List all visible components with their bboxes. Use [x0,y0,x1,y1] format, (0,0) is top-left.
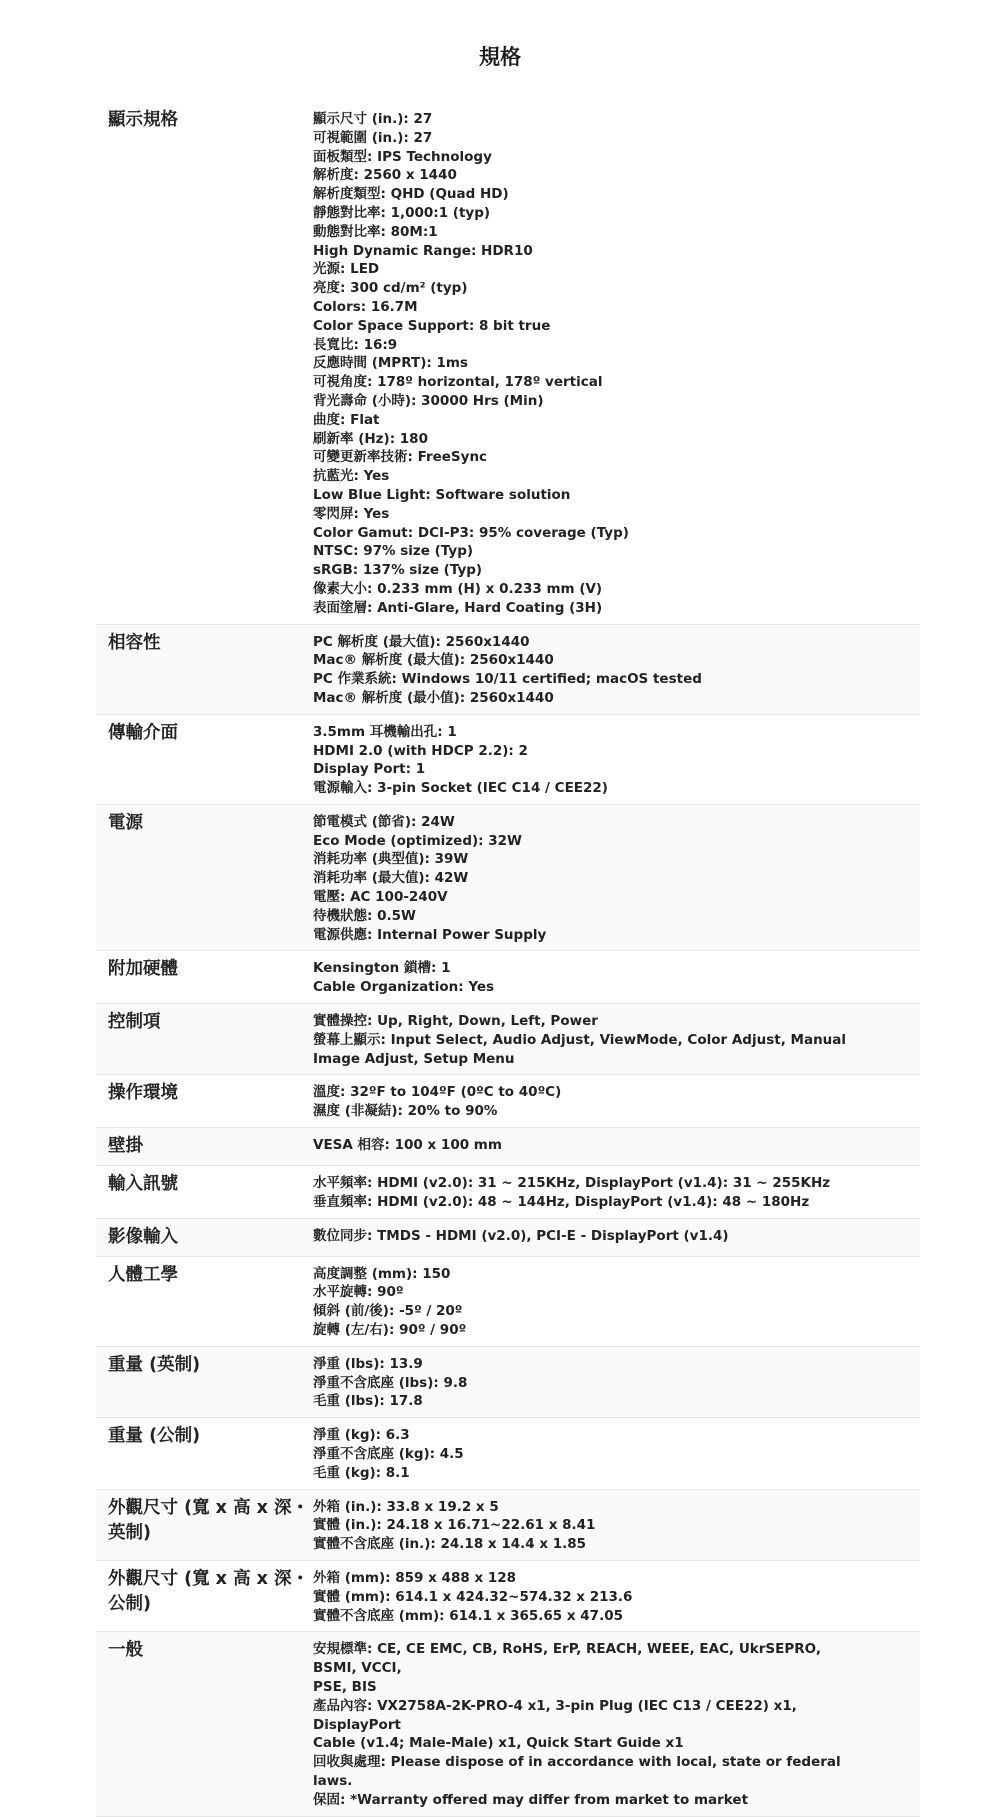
spec-section-label: 壁掛 [108,1136,143,1157]
spec-line: 淨重 (lbs): 13.9 [313,1355,423,1372]
spec-section-values [313,1168,920,1212]
spec-line: 外箱 (mm): 859 x 488 x 128 [313,1570,517,1586]
spec-line: 曲度: Flat [313,411,380,428]
spec-section-values [313,1130,920,1159]
spec-line: 電源供應: Internal Power Supply [313,926,547,943]
spec-section-label: 控制項 [108,1012,161,1033]
spec-section-values [313,953,920,997]
spec-section [96,1418,920,1489]
spec-line: 3.5mm 耳機輸出孔: 1 [313,723,457,740]
spec-line: Cable Organization: Yes [313,979,495,996]
spec-section-values [313,1259,920,1340]
spec-line: 可視範圍 (in.): 27 [313,129,433,146]
spec-line: 實體不含底座 (mm): 614.1 x 365.65 x 47.05 [313,1607,623,1624]
spec-section-label: 傳輸介面 [108,722,178,743]
spec-line: 實體操控: Up, Right, Down, Left, Power [313,1013,598,1030]
spec-line: 溫度: 32ºF to 104ºF (0ºC to 40ºC) [313,1084,562,1101]
spec-section [96,1632,920,1816]
spec-section-label: 一般 [108,1640,143,1661]
spec-line: 可視角度: 178º horizontal, 178º vertical [313,374,603,391]
spec-line: 實體不含底座 (in.): 24.18 x 14.4 x 1.85 [313,1536,587,1553]
spec-section-values [313,1420,920,1482]
spec-section-label: 影像輸入 [108,1226,178,1247]
spec-line: 面板類型: IPS Technology [313,148,492,165]
spec-line: PC 解析度 (最大值): 2560x1440 [313,633,530,650]
spec-line: 濕度 (非凝結): 20% to 90% [313,1103,498,1120]
spec-section-label: 附加硬體 [108,959,178,980]
spec-line: 螢幕上顯示: Input Select, Audio Adjust, ViewMode, Color Adjust, Manual [313,1031,847,1048]
spec-line: 動態對比率: 80M:1 [313,223,438,240]
spec-section-label: 電源 [108,812,143,833]
spec-line: Eco Mode (optimized): 32W [313,832,522,849]
spec-line: 產品內容: VX2758A-2K-PRO-4 x1, 3-pin Plug (IEC C13 / CEE22) x1, DisplayPort [313,1697,797,1733]
spec-line: 回收與處理: Please dispose of in accordance with local, state or federal laws. [313,1754,841,1789]
spec-line: Colors: 16.7M [313,298,418,315]
spec-section [96,1219,920,1257]
spec-line: 淨重 (kg): 6.3 [313,1427,410,1444]
spec-table [96,104,920,1817]
spec-line: VESA 相容: 100 x 100 mm [313,1137,502,1154]
spec-section-label: 外觀尺寸 (寬 x 高 x 深・公制) [108,1569,310,1614]
spec-section [96,1004,920,1075]
spec-line: 可變更新率技術: FreeSync [313,449,488,466]
spec-section-values [313,1077,920,1121]
spec-section [96,1128,920,1166]
spec-section-label: 重量 (公制) [108,1426,201,1447]
spec-line: 傾斜 (前/後): -5º / 20º [313,1303,463,1320]
spec-section [96,1166,920,1219]
spec-line: 安規標準: CE, CE EMC, CB, RoHS, ErP, REACH, WEEE, EAC, UkrSEPRO, BSMI, VCCI, [313,1641,821,1677]
spec-line: Mac® 解析度 (最小值): 2560x1440 [313,689,554,706]
spec-section-values [313,1349,920,1411]
spec-section [96,805,920,952]
spec-section-values [313,717,920,798]
spec-section-label: 輸入訊號 [108,1174,178,1195]
spec-section [96,1075,920,1128]
spec-line: 光源: LED [313,261,380,278]
spec-line: 背光壽命 (小時): 30000 Hrs (Min) [313,392,544,409]
spec-line: 旋轉 (左/右): 90º / 90º [313,1322,467,1339]
spec-line: 實體 (in.): 24.18 x 16.71~22.61 x 8.41 [313,1517,596,1534]
spec-line: sRGB: 137% size (Typ) [313,562,483,579]
spec-section-values [313,627,920,708]
spec-line: 保固: *Warranty offered may differ from market to market [313,1791,749,1808]
spec-line: 數位同步: TMDS - HDMI (v2.0), PCI-E - DisplayPort (v1.4) [313,1227,729,1244]
spec-section-values [313,1634,920,1809]
spec-section-label: 顯示規格 [108,110,178,130]
spec-line: 電壓: AC 100-240V [313,889,448,906]
spec-line: 淨重不含底座 (kg): 4.5 [313,1446,464,1463]
spec-section-values [313,1492,920,1554]
spec-line: High Dynamic Range: HDR10 [313,242,533,259]
spec-line: Kensington 鎖槽: 1 [313,960,451,977]
spec-line: 亮度: 300 cd/m² (typ) [313,280,468,297]
spec-section-label: 相容性 [108,632,161,653]
spec-line: PC 作業系統: Windows 10/11 certified; macOS tested [313,671,702,688]
spec-line: 表面塗層: Anti-Glare, Hard Coating (3H) [313,599,603,616]
spec-section [96,951,920,1004]
spec-section [96,1347,920,1418]
spec-line: Image Adjust, Setup Menu [313,1050,515,1067]
spec-line: 水平頻率: HDMI (v2.0): 31 ~ 215KHz, DisplayPort (v1.4): 31 ~ 255KHz [313,1175,831,1192]
spec-line: Color Space Support: 8 bit true [313,317,551,334]
spec-line: 解析度: 2560 x 1440 [313,167,457,184]
spec-section-label: 操作環境 [108,1083,178,1104]
spec-line: 電源輸入: 3-pin Socket (IEC C14 / CEE22) [313,780,608,797]
spec-line: 外箱 (in.): 33.8 x 19.2 x 5 [313,1498,499,1515]
spec-section [96,625,920,715]
spec-line: 毛重 (lbs): 17.8 [313,1393,423,1410]
spec-line: 像素大小: 0.233 mm (H) x 0.233 mm (V) [313,580,603,597]
spec-line: 零閃屏: Yes [313,505,390,522]
spec-line: HDMI 2.0 (with HDCP 2.2): 2 [313,742,528,759]
spec-line: 反應時間 (MPRT): 1ms [313,355,468,372]
spec-line: PSE, BIS [313,1678,377,1695]
spec-line: 顯示尺寸 (in.): 27 [313,111,433,127]
spec-line: 靜態對比率: 1,000:1 (typ) [313,204,491,221]
spec-line: 高度調整 (mm): 150 [313,1265,451,1282]
spec-section-label: 人體工學 [108,1264,178,1285]
spec-line: Cable (v1.4; Male-Male) x1, Quick Start Guide x1 [313,1735,684,1752]
spec-line: 長寬比: 16:9 [313,336,398,353]
spec-line: 毛重 (kg): 8.1 [313,1464,410,1481]
spec-section [96,715,920,805]
spec-line: Low Blue Light: Software solution [313,486,571,503]
spec-line: 消耗功率 (典型值): 39W [313,851,469,868]
spec-line: 刷新率 (Hz): 180 [313,430,428,447]
spec-line: Color Gamut: DCI-P3: 95% coverage (Typ) [313,524,629,541]
spec-line: Display Port: 1 [313,761,426,778]
spec-section [96,1561,920,1632]
spec-section-values [313,807,920,945]
spec-line: 消耗功率 (最大值): 42W [313,870,469,887]
spec-line: 節電模式 (節省): 24W [313,813,455,830]
spec-line: 抗藍光: Yes [313,468,390,485]
spec-line: 解析度類型: QHD (Quad HD) [313,186,509,203]
spec-line: 實體 (mm): 614.1 x 424.32~574.32 x 213.6 [313,1588,633,1605]
spec-section [96,104,920,625]
page-title: 規格 [479,45,521,69]
spec-section-values [313,1006,920,1068]
spec-section-values [313,1221,920,1250]
spec-section-values [313,1563,920,1625]
spec-section [96,1490,920,1561]
spec-section-values [313,104,920,618]
spec-section-label: 重量 (英制) [108,1354,201,1375]
spec-line: 水平旋轉: 90º [313,1284,404,1301]
spec-section [96,1257,920,1347]
spec-line: 淨重不含底座 (lbs): 9.8 [313,1374,468,1391]
spec-line: 待機狀態: 0.5W [313,907,416,924]
spec-line: NTSC: 97% size (Typ) [313,543,474,560]
spec-line: 垂直頻率: HDMI (v2.0): 48 ~ 144Hz, DisplayPort (v1.4): 48 ~ 180Hz [313,1193,810,1210]
spec-section-label: 外觀尺寸 (寬 x 高 x 深・英制) [108,1497,310,1543]
spec-line: Mac® 解析度 (最大值): 2560x1440 [313,652,554,669]
